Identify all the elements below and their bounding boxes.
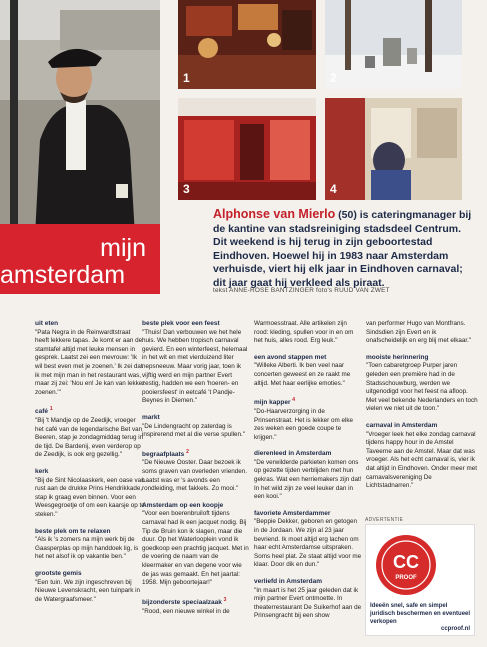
photo-cafe bbox=[178, 0, 316, 89]
column-3 bbox=[254, 320, 362, 629]
section-text: "In maart is het 25 jaar geleden dat ik mijn partner Evert ontmoette. In theaterrestaurant De Suikerhof aan de Prinsengracht bij een show bbox=[254, 586, 362, 620]
advertisement-box[interactable] bbox=[365, 524, 475, 636]
section-heading: Amsterdam op een koopje bbox=[142, 501, 224, 509]
section-text: "Beppie Dekker, geboren en getogen in de Jordaan. We zijn al 23 jaar bevriend. Ik moet altijd erg lachen om haar echt Amsterdamse uitspraken. Soms heel plat. Ze staat altijd voor me klaar. Door dik en dun." bbox=[254, 518, 362, 569]
section-heading: markt bbox=[142, 413, 160, 421]
section-text: "Bij 't Mandje op de Zeedijk, vroeger het café van de legendarische Bet van Beeren, stap je zondagmiddag terug in de tijd. De Bardenij, even verderop op de Zeedijk, is ook erg gezellig." bbox=[35, 417, 144, 459]
byline-credit: tekst ANNE-ROSE BANTZINGER foto's RUUD VAN ZWET bbox=[213, 287, 390, 294]
section-text: "De Nieuwe Ooster. Daar bezoek ik soms graven van overleden vrienden. Laatst was er 's avonds een rondleiding, met fakkels. Zo mooi." bbox=[142, 459, 248, 493]
section-heading: beste plek voor een feest bbox=[142, 320, 220, 327]
logo-proof-text: PROOF bbox=[395, 575, 417, 581]
section-heading: mijn kapper $^4$ bbox=[254, 397, 296, 407]
section-text: "Bij de Sint Nicolaaskerk, een oase van rust aan de drukke Prins Hendrikkade, stap ik graag even binnen. Voor een Weesgegroetje of om een kaarsje op te steken." bbox=[35, 476, 145, 519]
section-heading: mooiste herinnering bbox=[366, 353, 429, 361]
section-heading: café $^1$ bbox=[35, 406, 53, 416]
ad-slogan: Ideeën snel, safe en simpel juridisch beschermen en eventueel verkopen bbox=[370, 603, 471, 625]
intro-paragraph bbox=[213, 208, 475, 291]
section-heading: favoriete Amsterdammer bbox=[254, 509, 331, 517]
section-text: "Rood, een nieuwe winkel in de bbox=[142, 607, 230, 615]
photo-ref-number: 2 bbox=[186, 448, 189, 455]
section-heading: beste plek om te relaxen bbox=[35, 527, 111, 535]
logo-cc-text: CC bbox=[393, 552, 419, 572]
photo-hairdresser bbox=[325, 98, 462, 200]
photo-number-4: 4 bbox=[330, 182, 337, 196]
intro-name: Alphonse van Mierlo bbox=[213, 207, 336, 221]
section-heading: grootste gemis bbox=[35, 570, 82, 577]
photo-cemetery bbox=[325, 0, 462, 89]
section-heading: uit eten bbox=[35, 320, 59, 327]
photo-ref-number: 1 bbox=[49, 406, 53, 413]
photo-number-1: 1 bbox=[183, 71, 190, 85]
photo-ref-number: 3 bbox=[223, 596, 227, 603]
section-heading: dierenleed in Amsterdam bbox=[254, 450, 332, 458]
section-text: "Thuis! Dan verbouwen we het hele huis. We hebben tropisch carnaval gevierd. En een winterfeest, helemaal in het wit en met vierduizend liter nepsneeuw. Maar vorig jaar, toen ik vijftig werd en mijn partner Evert zestig, hadden we een 'hoeren- en pooiersfeest' in eetcafé 't Pandje-Beynes in Diemen." bbox=[142, 328, 248, 405]
banner-line-1: mijn bbox=[100, 234, 146, 262]
section-heading: een avond stappen met bbox=[254, 353, 327, 361]
section-text: "Pata Negra in de Reinwardtstraat heeft lekkere tapas. Je komt er aan de stamtafel altijd met leuke mensen in gesprek. Laatst zei een mevrouw: 'Ik wil best even met je zoenen.' Ik zei dat ik met mijn man in het restaurant was, maar zij zei: 'Nou en! Je kan van lekker zoenen.'" bbox=[35, 328, 145, 396]
section-text: "Willeke Alberti. Ik ben veel naar concerten geweest en ze raakt me altijd. Met haar eerlijke emoties." bbox=[254, 362, 351, 387]
photo-red-shop bbox=[178, 98, 316, 200]
ccproof-logo bbox=[366, 525, 474, 601]
column-2 bbox=[142, 320, 250, 624]
advertisement-label: ADVERTENTIE bbox=[365, 517, 404, 523]
section-text: van performer Hugo van Montfrans. Sindsdien zijn Evert en ik onafscheidelijk en erg blij met elkaar." bbox=[366, 320, 472, 345]
photo-number-3: 3 bbox=[183, 182, 190, 196]
mijn-amsterdam-banner bbox=[0, 224, 160, 294]
section-text: "Toen cabaretgroep Purper jaren geleden een première had in de Stadsschouwburg, werden we uitgenodigd voor het feest na afloop. Met veel bekende Nederlanders en toch vielen we niet uit de toon." bbox=[366, 362, 478, 413]
section-text: "De Lindengracht op zaterdag is inspirerend met al die verse spullen." bbox=[142, 422, 246, 439]
section-text: "Als ik 's zomers na mijn werk bij de Gaasperplas op mijn handdoek lig, is het net alsof ik op vakantie ben." bbox=[35, 536, 139, 561]
section-text: "Een tuin. We zijn ingeschreven bij Nieuwe Levenskracht, een tuinpark in de Watergraafsmeer." bbox=[35, 578, 141, 603]
section-text: "De verwilderde parkieten komen ons op gezette tijden verblijden met hun gekras. Wat een herriemakers zijn dat! In het wild zijn ze veel leuker dan in een kooi." bbox=[254, 458, 362, 501]
section-heading: carnaval in Amsterdam bbox=[366, 421, 438, 429]
section-heading: verliefd in Amsterdam bbox=[254, 578, 323, 585]
section-text: Warmoesstraat. Alle artikelen zijn rood: kleding, spullen voor in en om het huis, alles rood. Erg leuk." bbox=[254, 320, 354, 345]
photo-ref-number: 4 bbox=[292, 397, 296, 404]
intro-text: (50) is cateringmanager bij de kantine van stadsreiniging stadsdeel Centrum. Dit weekend is hij terug in zijn geboortestad Eindhoven. Hoewel hij in 1983 naar Amsterdam verhuisde, viert hij elk jaar in Eindhoven carnaval; dit jaar gaat hij verkleed als piraat. bbox=[213, 209, 472, 289]
column-1 bbox=[35, 320, 145, 612]
ad-url-link[interactable]: ccproof.nl bbox=[440, 626, 470, 632]
portrait-photo bbox=[0, 0, 160, 236]
column-4 bbox=[366, 320, 478, 499]
section-text: "Vroeger leek het elke zondag carnaval tijdens happy hour in de Amstel Taveerne aan de Amstel. Maar dat was vroeger. Als het echt carnaval is, vier ik dat altijd in Eindhoven. Onder meer met carnavalsvereniging De Lichtstadnarren." bbox=[366, 430, 477, 490]
section-heading: begraafplaats $^2$ bbox=[142, 448, 189, 458]
section-heading: bijzonderste speciaalzaak $^3$ bbox=[142, 596, 227, 606]
section-text: "Do-Haarverzorging in de Prinsenstraat. Het is lekker om elke zes weken een goede coupe te krijgen." bbox=[254, 407, 354, 441]
photo-number-2: 2 bbox=[330, 71, 337, 85]
section-heading: kerk bbox=[35, 468, 49, 476]
banner-line-2: amsterdam bbox=[0, 261, 126, 289]
section-text: "Voor een boerenbruiloft tijdens carnaval had ik een jacquet nodig. Bij Tip de Bruin kon ik slagen, maar die duur. Op het Waterlooplein vond ik goedkoop een prachtig jacquet. Met in de voering de naam van de kleermaker en van degene voor wie de jas was gemaakt. En het jaartal: 1958. Mijn geboortejaar!" bbox=[142, 510, 249, 587]
